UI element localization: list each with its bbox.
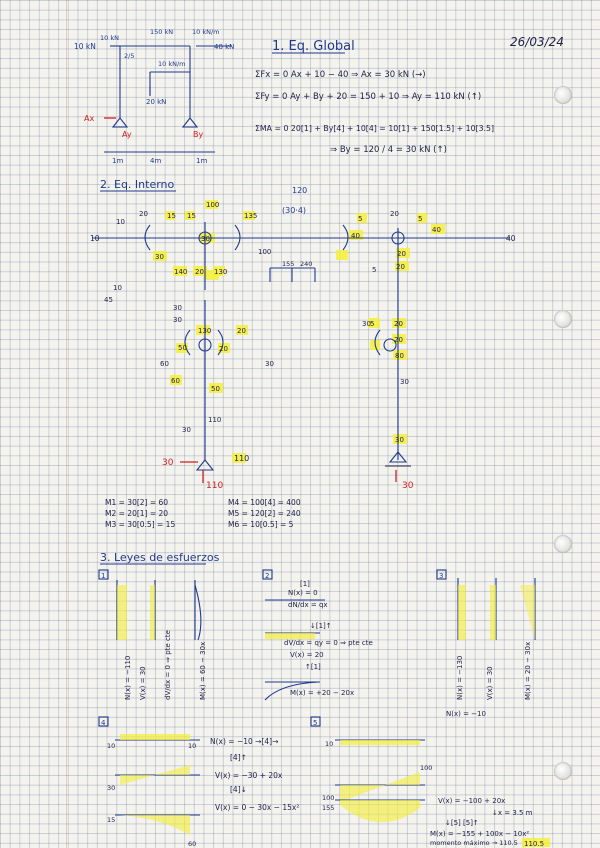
beam-label: 100 xyxy=(258,248,272,256)
reaction-by: By xyxy=(193,130,204,139)
moment-m6: M6 = 10[0.5] = 5 xyxy=(228,520,294,529)
beam-label: 30 xyxy=(182,426,191,434)
beam-label: 20 xyxy=(394,320,403,328)
p2-line: M(x) = +20 − 20x xyxy=(290,689,355,697)
p3-line: N(x) = −130 xyxy=(456,655,464,700)
p2-line: dV/dx = qy = 0 ⇒ pte cte xyxy=(284,639,373,647)
support-right-v: 30 xyxy=(402,481,414,491)
p4-tick: 10 xyxy=(107,742,116,750)
eq-ma: ΣMA = 0 20[1] + By[4] + 10[4] = 10[1] + 150[1.5] + 10[3.5] xyxy=(255,124,495,133)
beam-label: 30 xyxy=(395,436,404,444)
panel-3-diagrams xyxy=(437,570,535,718)
beam-label: 30 xyxy=(173,316,182,324)
p5-tick: 155 xyxy=(322,804,335,812)
p2-line: V(x) = 20 xyxy=(290,651,324,659)
load-40: 40 kN xyxy=(214,43,235,51)
beam-label: 10 xyxy=(116,218,125,226)
beam-label: 30 xyxy=(400,378,409,386)
beam-label: 20 xyxy=(396,263,405,271)
support-left-h: 30 xyxy=(162,458,174,468)
beam-label: 5 xyxy=(418,215,423,223)
beam-label: 130 xyxy=(198,327,212,335)
p5-line: ↓[5] [5]↑ xyxy=(445,819,479,827)
equilibrium-equations xyxy=(255,70,494,155)
load-top-right: 10 kN/m xyxy=(192,28,220,36)
beam-label: 30 xyxy=(173,304,182,312)
p4-tick: 10 xyxy=(188,742,197,750)
p5-line: ↓x = 3.5 m xyxy=(492,809,533,817)
p2-line: N(x) = 0 xyxy=(288,589,318,597)
p5-tick: 10 xyxy=(325,740,334,748)
moment-m2: M2 = 20[1] = 20 xyxy=(105,509,169,518)
beam-label: 140 xyxy=(174,268,188,276)
beam-label: 110 xyxy=(208,416,222,424)
p1-line: V(x) = 30 xyxy=(139,666,147,700)
p4-line: [4]↓ xyxy=(230,785,247,794)
section2-title: 2. Eq. Interno xyxy=(100,178,175,191)
load-left-top: 10 kN xyxy=(74,42,96,51)
beam-label: 5 xyxy=(370,320,375,328)
moment-m3: M3 = 30[0.5] = 15 xyxy=(105,520,176,529)
p3-line: V(x) = 30 xyxy=(486,666,494,700)
p2-line: ↑[1] xyxy=(305,663,321,671)
p5-tick: 100 xyxy=(420,764,433,772)
beam-label: 240 xyxy=(300,260,313,268)
panel-4-diagrams xyxy=(99,717,299,848)
panel-2-diagrams xyxy=(263,570,373,700)
panel-5-diagrams xyxy=(311,717,550,848)
p2-line: ↓[1]↑ xyxy=(310,622,332,630)
beam-label: 15 xyxy=(187,212,196,220)
p4-tick: 30 xyxy=(107,784,116,792)
beam-label: 40 xyxy=(351,232,360,240)
beam-label: 30 xyxy=(155,253,164,261)
p4-line: V(x) = 0 − 30x − 15x² xyxy=(215,803,300,812)
panel-1-diagrams xyxy=(99,570,207,700)
p1-line: M(x) = 60 − 30x xyxy=(199,641,207,700)
max-moment-value: 110.5 xyxy=(524,840,545,848)
beam-label: 50 xyxy=(178,344,187,352)
dim-1m: 1m xyxy=(112,157,124,165)
beam-label: 20 xyxy=(219,345,228,353)
p1-line: dV/dx = 0 ⇒ pte cte xyxy=(164,630,172,700)
p5-tick: 100 xyxy=(322,794,335,802)
beam-label: 20 xyxy=(397,250,406,258)
panel-tag: 4 xyxy=(101,719,106,727)
p4-line: N(x) = −10 →[4]→ xyxy=(210,737,279,746)
eq-fy: ΣFy = 0 Ay + By + 20 = 150 + 10 ⇒ Ay = 110 kN (↑) xyxy=(255,92,482,102)
panel-tag: 2 xyxy=(265,572,270,580)
moment-m5: M5 = 120[2] = 240 xyxy=(228,509,301,518)
svg-text:40: 40 xyxy=(506,234,516,243)
beam-label: 60 xyxy=(171,377,180,385)
support-left-v: 110 xyxy=(206,481,224,491)
beam-label: 30 xyxy=(201,235,210,243)
beam-label: 20 xyxy=(237,327,246,335)
p4-tick: 15 xyxy=(107,816,116,824)
beam-label: 10 xyxy=(113,284,122,292)
beam-label: 20 xyxy=(139,210,148,218)
beam-label: 5 xyxy=(372,266,377,274)
p4-tick: 60 xyxy=(188,840,197,848)
panel-tag: 1 xyxy=(101,572,106,580)
highlights xyxy=(153,200,445,463)
beam-label: 45 xyxy=(104,296,113,304)
moment-m4: M4 = 100[4] = 400 xyxy=(228,498,301,507)
dim-4m: 4m xyxy=(150,157,162,165)
support-left-label: 110 xyxy=(234,454,250,463)
p1-line: N(x) = −110 xyxy=(124,655,132,700)
load-150: 150 kN xyxy=(150,28,174,36)
beam-label: 30 xyxy=(362,320,371,328)
mid-load: 10 kN/m xyxy=(158,60,186,68)
svg-text:10: 10 xyxy=(90,234,100,243)
beam-label: 130 xyxy=(214,268,228,276)
panel-tag: 5 xyxy=(313,719,318,727)
beam-label: 30 xyxy=(265,360,274,368)
reaction-ax: Ax xyxy=(84,114,95,123)
beam-label: 60 xyxy=(160,360,169,368)
eq-fx: ΣFx = 0 Ax + 10 − 40 ⇒ Ax = 30 kN (→) xyxy=(255,70,426,80)
beam-label: 155 xyxy=(282,260,295,268)
section3-title: 3. Leyes de esfuerzos xyxy=(100,551,220,564)
p2-line: dN/dx = qx xyxy=(288,601,328,609)
beam-label: 50 xyxy=(211,385,220,393)
panel-tag: 3 xyxy=(439,572,444,580)
top-eq: (30·4) xyxy=(282,206,307,215)
beam-label: 100 xyxy=(206,201,220,209)
p5-line: V(x) = −100 + 20x xyxy=(438,797,506,805)
moments-block xyxy=(105,498,301,529)
beam-label: 40 xyxy=(432,226,441,234)
p3-line: M(x) = 20 − 30x xyxy=(524,641,532,700)
page-date: 26/03/24 xyxy=(510,35,564,49)
p4-line: V(x) = −30 + 20x xyxy=(215,771,283,780)
beam-label: 15 xyxy=(167,212,176,220)
section1-title: 1. Eq. Global xyxy=(272,39,355,54)
p2-line: [1] xyxy=(300,580,310,588)
reaction-ay: Ay xyxy=(122,130,132,139)
beam-label: 5 xyxy=(358,215,363,223)
beam-label: 20 xyxy=(394,336,403,344)
global-frame-sketch xyxy=(74,28,234,165)
mid-point-load: 20 kN xyxy=(146,98,167,106)
p3-line: N(x) = −10 xyxy=(446,710,486,718)
beam-label: 80 xyxy=(395,352,404,360)
internal-equilibrium-diagram xyxy=(90,201,516,491)
p5-line: momento máximo → 110.5 xyxy=(430,839,518,847)
beam-label: 20 xyxy=(195,268,204,276)
p5-line: M(x) = −155 + 100x − 10x² xyxy=(430,830,530,838)
beam-label: 135 xyxy=(244,212,258,220)
p4-line: [4]↑ xyxy=(230,753,247,762)
moment-m1: M1 = 30[2] = 60 xyxy=(105,498,169,507)
eq-by: ⇒ By = 120 / 4 = 30 kN (↑) xyxy=(330,145,447,155)
beam-label: 20 xyxy=(390,210,399,218)
top-120: 120 xyxy=(292,186,308,195)
load-10: 10 kN xyxy=(100,34,119,42)
span-label: 2/5 xyxy=(124,52,135,60)
dim-1m-b: 1m xyxy=(196,157,208,165)
